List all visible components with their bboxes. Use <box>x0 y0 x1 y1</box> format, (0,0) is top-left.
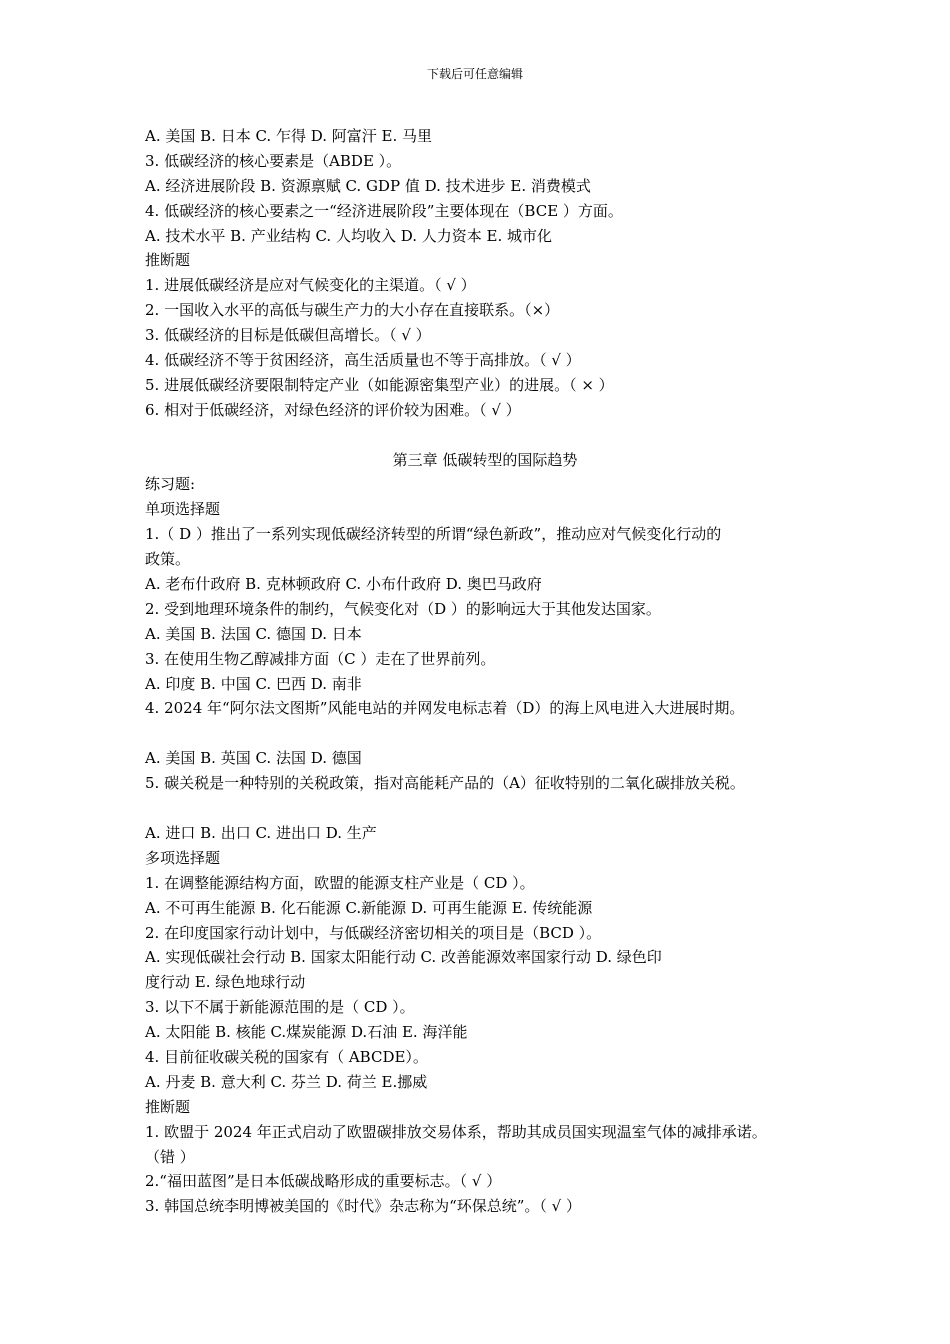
text-line: 2. 在印度国家行动计划中，与低碳经济密切相关的项目是（BCD ）。 <box>145 923 602 942</box>
text-line: 2. 一国收入水平的高低与碳生产力的大小存在直接联系。（×） <box>145 301 560 320</box>
text-line: 5. 进展低碳经济要限制特定产业（如能源密集型产业）的进展。（ × ） <box>145 375 614 394</box>
section-heading: 推断题 <box>145 251 191 270</box>
text-line: 1.（ D ）推出了一系列实现低碳经济转型的所谓“绿色新政”，推动应对气候变化行动的 <box>145 525 722 544</box>
blank-line <box>145 423 825 448</box>
section-chapter-3 <box>145 448 825 1220</box>
text-line: A. 不可再生能源 B. 化石能源 C.新能源 D. 可再生能源 E. 传统能源 <box>145 898 593 917</box>
text-line: 6. 相对于低碳经济，对绿色经济的评价较为困难。（ √ ） <box>145 400 521 419</box>
text-line: A. 老布什政府 B. 克林顿政府 C. 小布什政府 D. 奥巴马政府 <box>145 575 542 594</box>
text-line: 3. 以下不属于新能源范围的是（ CD ）。 <box>145 998 415 1017</box>
chapter-title: 第三章 低碳转型的国际趋势 <box>392 450 578 469</box>
text-line: 3. 韩国总统李明博被美国的《时代》杂志称为“环保总统”。（ √ ） <box>145 1197 582 1216</box>
text-line: A. 美国 B. 英国 C. 法国 D. 德国 <box>145 749 362 768</box>
text-line: 2. 受到地理环境条件的制约，气候变化对（D ）的影响远大于其他发达国家。 <box>145 599 661 618</box>
text-line: 度行动 E. 绿色地球行动 <box>145 973 306 992</box>
section-heading: 练习题: <box>145 475 196 494</box>
text-line: 5. 碳关税是一种特别的关税政策，指对高能耗产品的（A）征收特别的二氧化碳排放关税。 <box>145 774 745 793</box>
text-line: A. 丹麦 B. 意大利 C. 芬兰 D. 荷兰 E.挪威 <box>145 1072 428 1091</box>
text-line: 1. 欧盟于 2024 年正式启动了欧盟碳排放交易体系，帮助其成员国实现温室气体的减排承诺。 <box>145 1122 767 1141</box>
text-line: 2.“福田蓝图”是日本低碳战略形成的重要标志。（ √ ） <box>145 1172 502 1191</box>
text-line: 政策。 <box>145 550 191 569</box>
text-line: 1. 在调整能源结构方面，欧盟的能源支柱产业是（ CD ）。 <box>145 873 535 892</box>
section-heading: 单项选择题 <box>145 500 221 519</box>
section-heading: 多项选择题 <box>145 848 221 867</box>
text-line: 3. 低碳经济的目标是低碳但高增长。（ √ ） <box>145 326 431 345</box>
text-line: A. 太阳能 B. 核能 C.煤炭能源 D.石油 E. 海洋能 <box>145 1023 468 1042</box>
text-line: A. 实现低碳社会行动 B. 国家太阳能行动 C. 改善能源效率国家行动 D. 绿色印 <box>145 948 662 967</box>
blank-line <box>145 796 825 821</box>
document-body <box>145 124 825 1219</box>
text-line: 3. 低碳经济的核心要素是（ABDE ）。 <box>145 151 402 170</box>
text-line: A. 技术水平 B. 产业结构 C. 人均收入 D. 人力资本 E. 城市化 <box>145 226 552 245</box>
section-chapter-2-exercises <box>145 124 825 423</box>
text-line: 4. 低碳经济的核心要素之一“经济进展阶段”主要体现在（BCE ）方面。 <box>145 201 623 220</box>
text-line: 4. 目前征收碳关税的国家有（ ABCDE）。 <box>145 1047 428 1066</box>
text-line: （错 ） <box>145 1147 195 1166</box>
text-line: A. 美国 B. 日本 C. 乍得 D. 阿富汗 E. 马里 <box>145 127 432 145</box>
page-header: 下载后可任意编辑 <box>426 67 523 81</box>
text-line: A. 经济进展阶段 B. 资源禀赋 C. GDP 值 D. 技术进步 E. 消费模式 <box>145 176 591 195</box>
text-line: 4. 低碳经济不等于贫困经济，高生活质量也不等于高排放。（ √ ） <box>145 351 581 370</box>
text-line: 3. 在使用生物乙醇减排方面（C ）走在了世界前列。 <box>145 649 496 668</box>
blank-line <box>145 721 825 746</box>
text-line: 1. 进展低碳经济是应对气候变化的主渠道。（ √ ） <box>145 276 476 295</box>
text-line: A. 美国 B. 法国 C. 德国 D. 日本 <box>145 624 362 643</box>
text-line: A. 进口 B. 出口 C. 进出口 D. 生产 <box>145 823 377 842</box>
text-line: A. 印度 B. 中国 C. 巴西 D. 南非 <box>145 674 362 693</box>
section-heading: 推断题 <box>145 1097 191 1116</box>
text-line: 4. 2024 年“阿尔法文图斯”风能电站的并网发电标志着（D）的海上风电进入大进展时期。 <box>145 699 745 718</box>
